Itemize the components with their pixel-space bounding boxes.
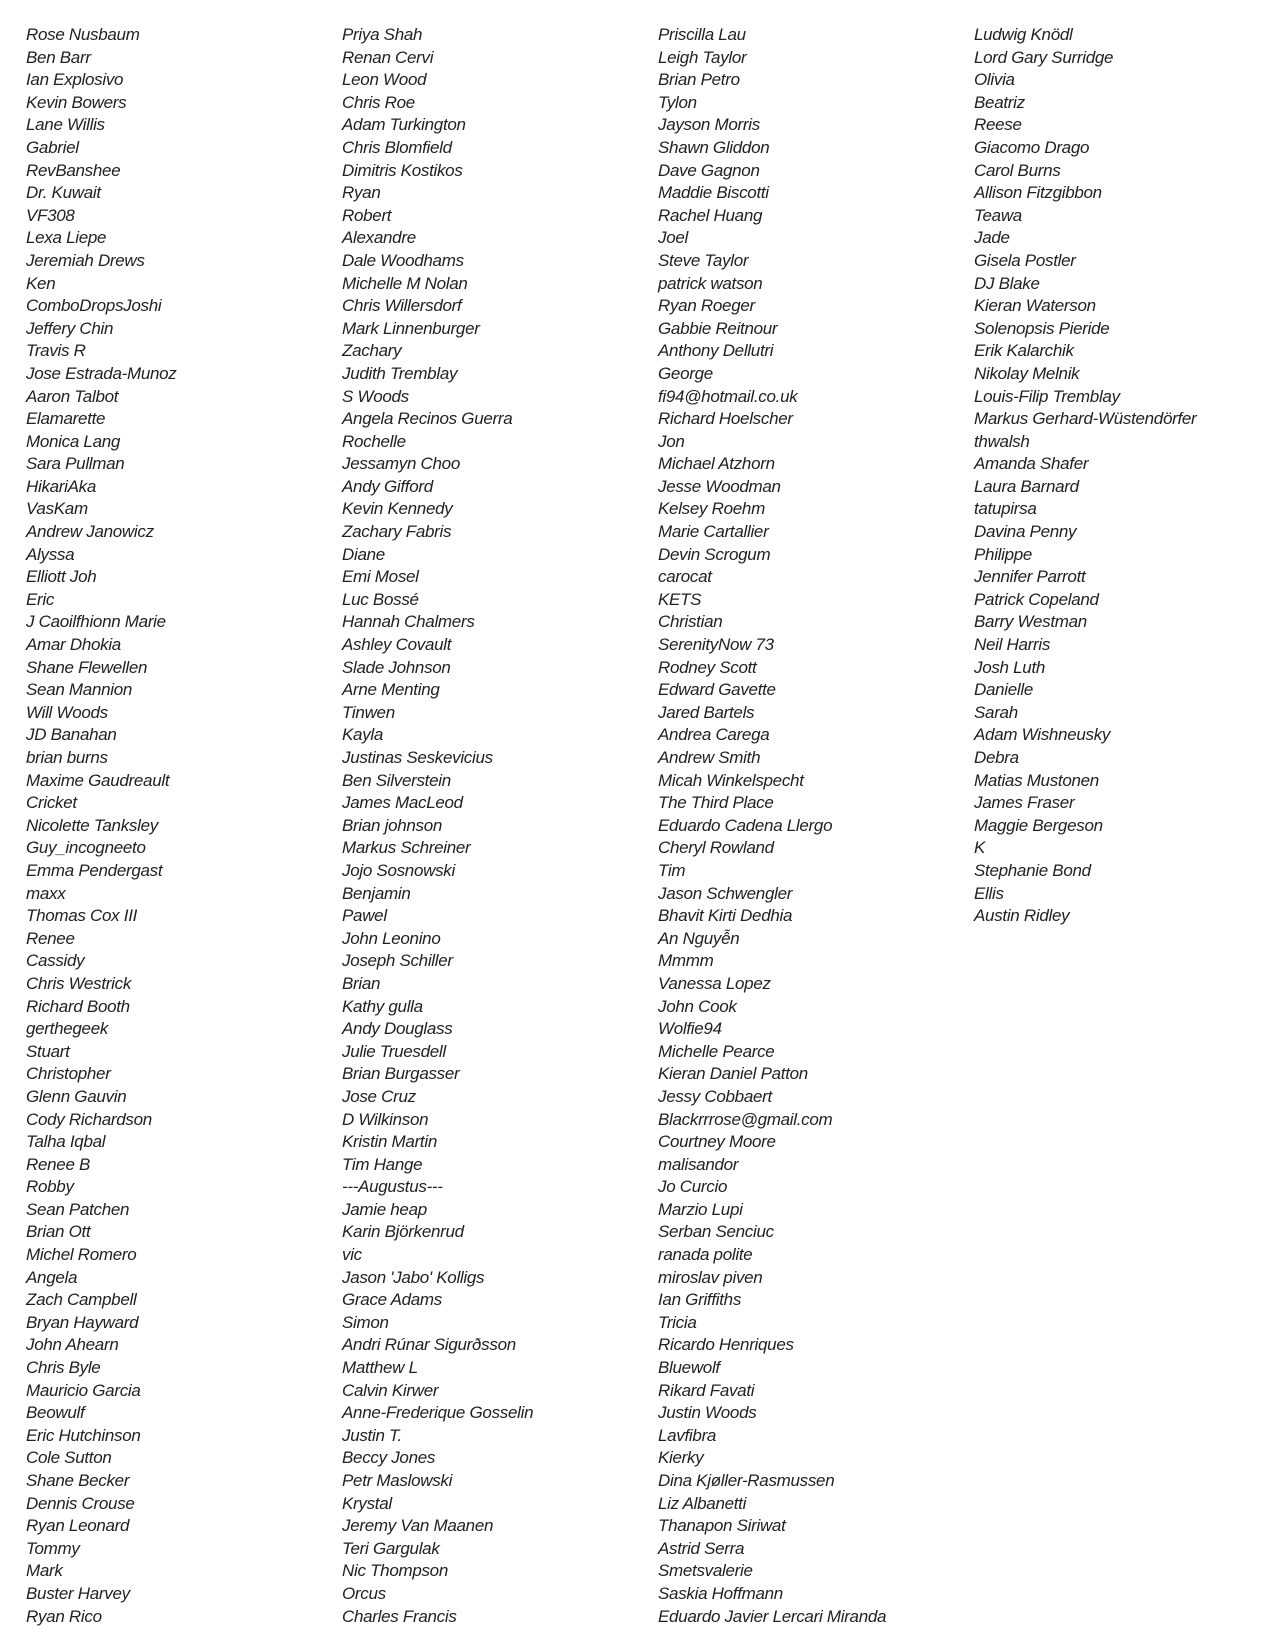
name-entry: Michelle Pearce	[658, 1041, 775, 1061]
name-entry: Lane Willis	[26, 115, 105, 135]
name-entry: Arne Menting	[342, 680, 440, 700]
name-entry: Serban Senciuc	[658, 1222, 774, 1242]
name-entry: Pawel	[342, 906, 387, 926]
name-entry: Maggie Bergeson	[974, 815, 1103, 835]
name-entry: Buster Harvey	[26, 1583, 130, 1603]
name-entry: Kathy gulla	[342, 996, 423, 1016]
name-entry: Will Woods	[26, 702, 108, 722]
name-entry: Ken	[26, 273, 56, 293]
name-entry: S Woods	[342, 386, 409, 406]
name-entry: Markus Schreiner	[342, 838, 471, 858]
name-entry: Angela Recinos Guerra	[342, 409, 513, 429]
name-entry: Blackrrrose@gmail.com	[658, 1109, 833, 1129]
name-entry: Calvin Kirwer	[342, 1380, 439, 1400]
name-entry: Jose Estrada-Munoz	[26, 363, 177, 383]
name-entry: Matias Mustonen	[974, 770, 1099, 790]
name-entry: James Fraser	[974, 793, 1075, 813]
name-entry: Richard Hoelscher	[658, 409, 793, 429]
name-entry: Adam Turkington	[342, 115, 466, 135]
name-entry: Jade	[974, 228, 1010, 248]
name-entry: Vanessa Lopez	[658, 973, 771, 993]
name-entry: Orcus	[342, 1583, 386, 1603]
name-entry: Tricia	[658, 1312, 697, 1332]
name-entry: Michael Atzhorn	[658, 454, 775, 474]
name-entry: SerenityNow 73	[658, 635, 774, 655]
name-entry: HikariAka	[26, 476, 97, 496]
name-entry: Erik Kalarchik	[974, 341, 1074, 361]
name-entry: Cody Richardson	[26, 1109, 152, 1129]
name-entry: Nikolay Melnik	[974, 363, 1080, 383]
name-entry: James MacLeod	[342, 793, 463, 813]
name-entry: Allison Fitzgibbon	[974, 183, 1102, 203]
name-entry: miroslav piven	[658, 1267, 763, 1287]
name-entry: Anne-Frederique Gosselin	[342, 1403, 534, 1423]
name-entry: ranada polite	[658, 1245, 753, 1265]
name-entry: thwalsh	[974, 431, 1030, 451]
name-entry: Monica Lang	[26, 431, 121, 451]
name-entry: Ian Griffiths	[658, 1290, 742, 1310]
name-entry: Christian	[658, 612, 723, 632]
name-entry: Andrea Carega	[658, 725, 770, 745]
name-entry: Michelle M Nolan	[342, 273, 468, 293]
name-entry: Sean Patchen	[26, 1199, 130, 1219]
name-entry: DJ Blake	[974, 273, 1040, 293]
name-entry: fi94@hotmail.co.uk	[658, 386, 798, 406]
name-entry: Chris Byle	[26, 1358, 101, 1378]
name-entry: Jo Curcio	[658, 1177, 728, 1197]
name-entry: Teri Gargulak	[342, 1538, 440, 1558]
name-entry: Zachary	[342, 341, 402, 361]
name-entry: Liz Albanetti	[658, 1493, 747, 1513]
name-entry: Alyssa	[26, 544, 75, 564]
name-entry: Sarah	[974, 702, 1018, 722]
name-entry: Joel	[658, 228, 688, 248]
name-entry: Elamarette	[26, 409, 106, 429]
name-entry: Judith Tremblay	[342, 363, 458, 383]
name-entry: Marzio Lupi	[658, 1199, 743, 1219]
name-entry: Chris Blomfield	[342, 137, 452, 157]
name-entry: Guy_incogneeto	[26, 838, 146, 858]
name-entry: Stuart	[26, 1041, 70, 1061]
name-entry: Beowulf	[26, 1403, 85, 1423]
name-entry: Mauricio Garcia	[26, 1380, 141, 1400]
name-entry: Lord Gary Surridge	[974, 47, 1114, 67]
name-entry: malisandor	[658, 1154, 739, 1174]
name-entry: Tommy	[26, 1538, 80, 1558]
name-entry: Chris Willersdorf	[342, 296, 462, 316]
name-entry: D Wilkinson	[342, 1109, 429, 1129]
name-entry: maxx	[26, 883, 66, 903]
name-entry: Stephanie Bond	[974, 860, 1091, 880]
name-entry: Bluewolf	[658, 1358, 720, 1378]
name-entry: Jessamyn Choo	[342, 454, 460, 474]
name-entry: Nicolette Tanksley	[26, 815, 158, 835]
name-entry: Hannah Chalmers	[342, 612, 475, 632]
name-entry: Glenn Gauvin	[26, 1086, 127, 1106]
name-entry: Cricket	[26, 793, 77, 813]
name-entry: Chris Westrick	[26, 973, 132, 993]
name-entry: Jessy Cobbaert	[658, 1086, 772, 1106]
name-entry: Jason Schwengler	[658, 883, 793, 903]
name-entry: Neil Harris	[974, 635, 1051, 655]
name-entry: Kierky	[658, 1448, 704, 1468]
name-entry: Ryan Rico	[26, 1606, 102, 1626]
name-entry: Debra	[974, 748, 1019, 767]
name-entry: Jared Bartels	[658, 702, 755, 722]
name-entry: KETS	[658, 589, 702, 609]
name-entry: Jeremiah Drews	[26, 250, 145, 270]
name-entry: Jon	[658, 431, 685, 451]
name-entry: Robby	[26, 1177, 74, 1197]
name-entry: Richard Booth	[26, 996, 130, 1016]
name-entry: Courtney Moore	[658, 1132, 776, 1152]
name-entry: Zach Campbell	[26, 1290, 137, 1310]
name-entry: Emma Pendergast	[26, 860, 163, 880]
name-entry: Mmmm	[658, 951, 714, 971]
name-entry: Teawa	[974, 205, 1022, 225]
name-entry: Talha Iqbal	[26, 1132, 106, 1152]
name-entry: Rachel Huang	[658, 205, 763, 225]
name-entry: Simon	[342, 1312, 389, 1332]
name-entry: Joseph Schiller	[342, 951, 453, 971]
name-entry: Jeremy Van Maanen	[342, 1516, 494, 1536]
name-entry: Devin Scrogum	[658, 544, 771, 564]
name-entry: Mark Linnenburger	[342, 318, 480, 338]
name-entry: Rodney Scott	[658, 657, 757, 677]
name-entry: Danielle	[974, 680, 1034, 700]
name-entry: Alexandre	[342, 228, 416, 248]
name-entry: Solenopsis Pieride	[974, 318, 1110, 338]
name-entry: Rose Nusbaum	[26, 25, 140, 44]
name-entry: Dina Kjøller-Rasmussen	[658, 1471, 835, 1490]
name-entry: Thanapon Siriwat	[658, 1516, 786, 1536]
name-entry: Aaron Talbot	[26, 386, 119, 406]
name-entry: Markus Gerhard-Wüstendörfer	[974, 409, 1197, 429]
name-entry: VasKam	[26, 499, 88, 519]
name-entry: Ryan Roeger	[658, 296, 755, 316]
name-entry: carocat	[658, 567, 712, 587]
name-entry: Louis-Filip Tremblay	[974, 386, 1120, 406]
name-entry: Justin T.	[342, 1425, 402, 1445]
name-entry: Jennifer Parrott	[974, 567, 1086, 587]
name-entry: patrick watson	[658, 273, 763, 293]
name-entry: VF308	[26, 205, 75, 225]
name-column-3	[658, 24, 958, 1628]
name-entry: Bryan Hayward	[26, 1312, 139, 1332]
name-entry: Ryan Leonard	[26, 1516, 130, 1536]
name-entry: Priya Shah	[342, 25, 423, 44]
name-entry: Gisela Postler	[974, 250, 1076, 270]
name-entry: gerthegeek	[26, 1019, 109, 1039]
name-entry: Slade Johnson	[342, 657, 451, 677]
name-entry: Nic Thompson	[342, 1561, 448, 1581]
name-entry: Andrew Janowicz	[26, 522, 154, 542]
name-entry: Sara Pullman	[26, 454, 125, 474]
name-entry: Matthew L	[342, 1358, 418, 1378]
name-entry: Smetsvalerie	[658, 1561, 753, 1581]
name-entry: Jesse Woodman	[658, 476, 781, 496]
name-entry: Saskia Hoffmann	[658, 1583, 783, 1603]
name-entry: John Leonino	[342, 928, 441, 948]
name-entry: Dr. Kuwait	[26, 183, 101, 203]
name-entry: Shane Becker	[26, 1471, 130, 1490]
name-entry: Olivia	[974, 70, 1015, 90]
name-entry: Rikard Favati	[658, 1380, 755, 1400]
name-entry: JD Banahan	[26, 725, 117, 745]
name-entry: Shane Flewellen	[26, 657, 148, 677]
name-entry: The Third Place	[658, 793, 774, 813]
name-entry: Eduardo Javier Lercari Miranda	[658, 1606, 887, 1626]
name-entry: Leon Wood	[342, 70, 427, 90]
name-entry: Kevin Bowers	[26, 92, 127, 112]
name-entry: Kayla	[342, 725, 384, 745]
name-entry: brian burns	[26, 748, 108, 767]
name-entry: Andy Gifford	[342, 476, 433, 496]
name-entry: Michel Romero	[26, 1245, 137, 1265]
name-entry: Maddie Biscotti	[658, 183, 769, 203]
name-entry: Kristin Martin	[342, 1132, 437, 1152]
name-entry: Lexa Liepe	[26, 228, 107, 248]
name-entry: Julie Truesdell	[342, 1041, 446, 1061]
name-entry: Cole Sutton	[26, 1448, 112, 1468]
name-entry: tatupirsa	[974, 499, 1037, 519]
name-entry: ---Augustus---	[342, 1177, 443, 1197]
name-entry: Beatriz	[974, 92, 1025, 112]
name-entry: Edward Gavette	[658, 680, 776, 700]
name-entry: Lavfibra	[658, 1425, 717, 1445]
name-entry: RevBanshee	[26, 160, 121, 180]
name-entry: Ludwig Knödl	[974, 25, 1073, 44]
name-entry: Steve Taylor	[658, 250, 749, 270]
name-entry: Renan Cervi	[342, 47, 434, 67]
name-entry: Christopher	[26, 1064, 111, 1084]
name-entry: An Nguyễn	[658, 928, 740, 948]
name-entry: Marie Cartallier	[658, 522, 769, 542]
name-entry: J Caoilfhionn Marie	[26, 612, 166, 632]
name-entry: Jamie heap	[342, 1199, 427, 1219]
name-entry: Sean Mannion	[26, 680, 133, 700]
name-entry: Eric Hutchinson	[26, 1425, 141, 1445]
name-entry: Wolfie94	[658, 1019, 722, 1039]
name-entry: Elliott Joh	[26, 567, 97, 587]
name-entry: Giacomo Drago	[974, 137, 1090, 157]
name-entry: Ryan	[342, 183, 381, 203]
name-entry: Brian Ott	[26, 1222, 91, 1242]
name-entry: Brian Burgasser	[342, 1064, 460, 1084]
name-entry: Tim	[658, 860, 686, 880]
name-entry: Kieran Daniel Patton	[658, 1064, 808, 1084]
name-entry: Kevin Kennedy	[342, 499, 453, 519]
name-entry: Austin Ridley	[974, 906, 1070, 926]
name-entry: George	[658, 363, 713, 383]
name-entry: Eric	[26, 589, 55, 609]
name-entry: Barry Westman	[974, 612, 1087, 632]
name-entry: Andrew Smith	[658, 748, 761, 767]
name-entry: Petr Maslowski	[342, 1471, 453, 1490]
name-entry: vic	[342, 1245, 362, 1265]
name-entry: Andri Rúnar Sigurðsson	[342, 1335, 516, 1355]
name-entry: Ben Silverstein	[342, 770, 451, 790]
name-entry: Benjamin	[342, 883, 411, 903]
name-entry: Justin Woods	[658, 1403, 757, 1423]
name-entry: Jason 'Jabo' Kolligs	[342, 1267, 485, 1287]
name-entry: Travis R	[26, 341, 86, 361]
name-entry: Jose Cruz	[342, 1086, 416, 1106]
name-entry: Diane	[342, 544, 385, 564]
name-entry: Grace Adams	[342, 1290, 442, 1310]
name-entry: Angela	[26, 1267, 78, 1287]
name-entry: Robert	[342, 205, 392, 225]
name-entry: Jojo Sosnowski	[342, 860, 455, 880]
name-entry: Tylon	[658, 92, 697, 112]
name-entry: Chris Roe	[342, 92, 415, 112]
name-entry: Charles Francis	[342, 1606, 457, 1626]
name-entry: Thomas Cox III	[26, 906, 138, 926]
name-entry: Anthony Dellutri	[658, 341, 774, 361]
name-entry: Brian Petro	[658, 70, 740, 90]
name-entry: Kelsey Roehm	[658, 499, 765, 519]
name-entry: Davina Penny	[974, 522, 1077, 542]
name-entry: Jayson Morris	[658, 115, 760, 135]
name-entry: Reese	[974, 115, 1022, 135]
name-entry: Laura Barnard	[974, 476, 1079, 496]
name-entry: Amanda Shafer	[974, 454, 1089, 474]
name-entry: K	[974, 838, 986, 858]
name-column-1	[26, 24, 326, 1628]
name-entry: Brian johnson	[342, 815, 443, 835]
name-entry: Carol Burns	[974, 160, 1061, 180]
name-entry: Maxime Gaudreault	[26, 770, 170, 790]
name-column-2	[342, 24, 642, 1628]
name-entry: Dennis Crouse	[26, 1493, 135, 1513]
name-entry: Ellis	[974, 883, 1004, 903]
name-entry: Tinwen	[342, 702, 395, 722]
name-entry: Dave Gagnon	[658, 160, 760, 180]
name-entry: Priscilla Lau	[658, 25, 746, 44]
name-entry: Leigh Taylor	[658, 47, 747, 67]
name-entry: Josh Luth	[974, 657, 1046, 677]
name-entry: Ben Barr	[26, 47, 91, 67]
name-entry: Ricardo Henriques	[658, 1335, 794, 1355]
name-entry: Jeffery Chin	[26, 318, 114, 338]
name-entry: Renee B	[26, 1154, 91, 1174]
name-entry: Cassidy	[26, 951, 85, 971]
name-entry: Gabriel	[26, 137, 79, 157]
name-entry: Mark	[26, 1561, 63, 1581]
name-entry: Rochelle	[342, 431, 406, 451]
name-entry: Andy Douglass	[342, 1019, 453, 1039]
name-entry: Bhavit Kirti Dedhia	[658, 906, 793, 926]
name-entry: Astrid Serra	[658, 1538, 745, 1558]
name-entry: Patrick Copeland	[974, 589, 1099, 609]
name-column-4	[974, 24, 1274, 928]
name-entry: Beccy Jones	[342, 1448, 436, 1468]
name-entry: Kieran Waterson	[974, 296, 1096, 316]
name-entry: Karin Björkenrud	[342, 1222, 464, 1242]
name-entry: Brian	[342, 973, 381, 993]
name-entry: Emi Mosel	[342, 567, 419, 587]
name-entry: Dimitris Kostikos	[342, 160, 463, 180]
name-entry: Shawn Gliddon	[658, 137, 770, 157]
name-entry: Renee	[26, 928, 75, 948]
name-entry: ComboDropsJoshi	[26, 296, 162, 316]
name-entry: John Ahearn	[26, 1335, 119, 1355]
name-entry: Amar Dhokia	[26, 635, 121, 655]
name-entry: Cheryl Rowland	[658, 838, 774, 858]
name-entry: Tim Hange	[342, 1154, 423, 1174]
name-entry: Philippe	[974, 544, 1033, 564]
name-entry: Justinas Seskevicius	[342, 748, 493, 767]
name-entry: John Cook	[658, 996, 737, 1016]
name-entry: Micah Winkelspecht	[658, 770, 804, 790]
name-entry: Adam Wishneusky	[974, 725, 1111, 745]
name-entry: Ashley Covault	[342, 635, 452, 655]
name-entry: Zachary Fabris	[342, 522, 452, 542]
name-entry: Luc Bossé	[342, 589, 419, 609]
name-entry: Ian Explosivo	[26, 70, 124, 90]
name-entry: Gabbie Reitnour	[658, 318, 778, 338]
name-entry: Dale Woodhams	[342, 250, 464, 270]
name-entry: Krystal	[342, 1493, 392, 1513]
name-entry: Eduardo Cadena Llergo	[658, 815, 833, 835]
